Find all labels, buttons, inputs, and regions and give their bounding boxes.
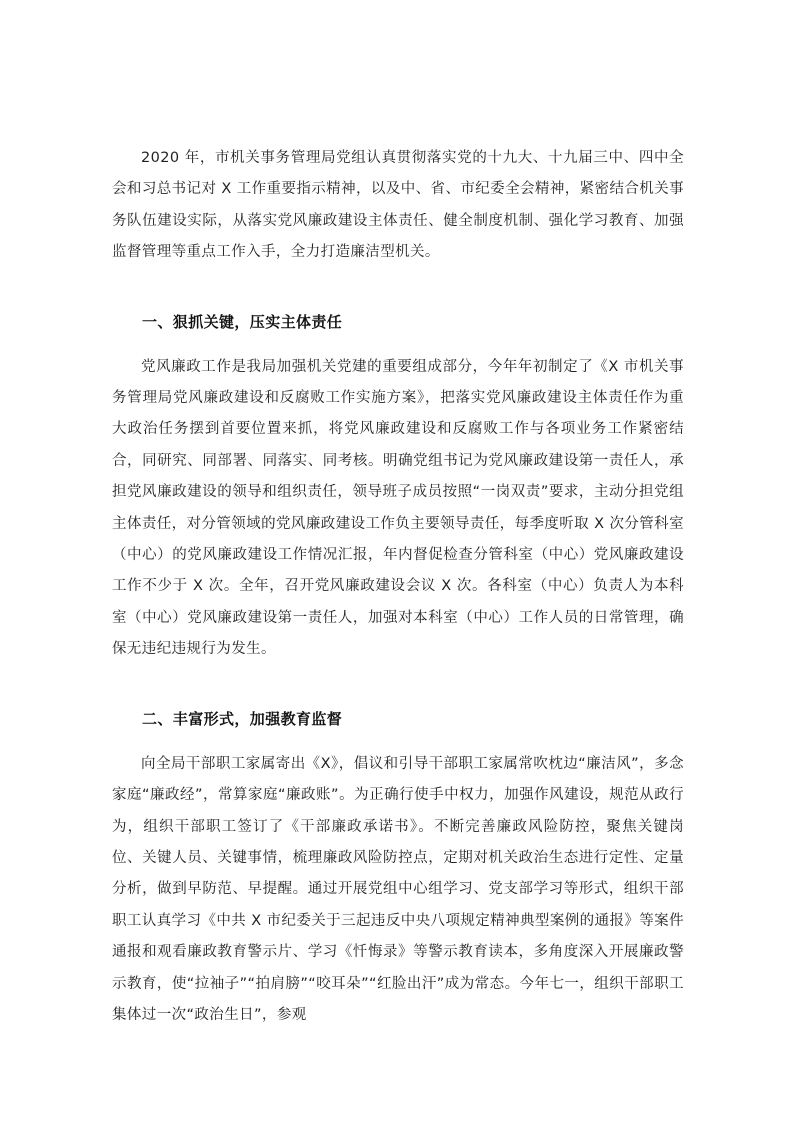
section-heading-1: 一、狠抓关键，压实主体责任 (142, 312, 343, 331)
section-2-paragraph: 向全局干部职工家属寄出《X》，倡议和引导干部职工家属常吹枕边“廉洁风”，多念家庭“廉政经”，常算家庭“廉政账”。为正确行使手中权力，加强作风建设，规范从政行为，组织干部职工签订了《干部廉政承诺书》。不断完善廉政风险防控，聚焦关键岗位、关键人员、关键事情，梳理廉政风险防控点，定期对机关政治生态进行定性、定量分析，做到早防范、早提醒。通过开展党组中心组学习、党支部学习等形式，组织干部职工认真学习《中共 X 市纪委关于三起违反中央八项规定精神典型案例的通报》等案件通报和观看廉政教育警示片、学习《忏悔录》等警示教育读本，多角度深入开展廉政警示教育，使“拉袖子”“拍肩膀”“咬耳朵”“红脸出汗”成为常态。今年七一，组织干部职工集体过一次“政治生日”，参观 (112, 755, 684, 1023)
paragraph-spacer (112, 269, 684, 287)
paragraph-spacer (112, 666, 684, 684)
document-body (112, 143, 684, 1031)
section-heading-2: 二、丰富形式，加强教育监督 (142, 709, 343, 728)
section-1-paragraph: 党风廉政工作是我局加强机关党建的重要组成部分，今年年初制定了《X 市机关事务管理局党风廉政建设和反腐败工作实施方案》，把落实党风廉政建设主体责任作为重大政治任务摆到首要位置来抓，将党风廉政建设和反腐败工作与各项业务工作紧密结合，同研究、同部署、同落实、同考核。明确党组书记为党风廉政建设第一责任人，承担党风廉政建设的领导和组织责任，领导班子成员按照“一岗双责”要求，主动分担党组主体责任，对分管领域的党风廉政建设工作负主要领导责任，每季度听取 X 次分管科室（中心）的党风廉政建设工作情况汇报，年内督促检查分管科室（中心）党风廉政建设工作不少于 X 次。全年，召开党风廉政建设会议 X 次。各科室（中心）负责人为本科室（中心）党风廉政建设第一责任人，加强对本科室（中心）工作人员的日常管理，确保无违纪违规行为发生。 (112, 358, 684, 658)
intro-paragraph: 2020 年，市机关事务管理局党组认真贯彻落实党的十九大、十九届三中、四中全会和习总书记对 X 工作重要指示精神，以及中、省、市纪委全会精神，紧密结合机关事务队伍建设实际，从落实党风廉政建设主体责任、健全制度机制、强化学习教育、加强监督管理等重点工作入手，全力打造廉洁型机关。 (112, 150, 684, 261)
